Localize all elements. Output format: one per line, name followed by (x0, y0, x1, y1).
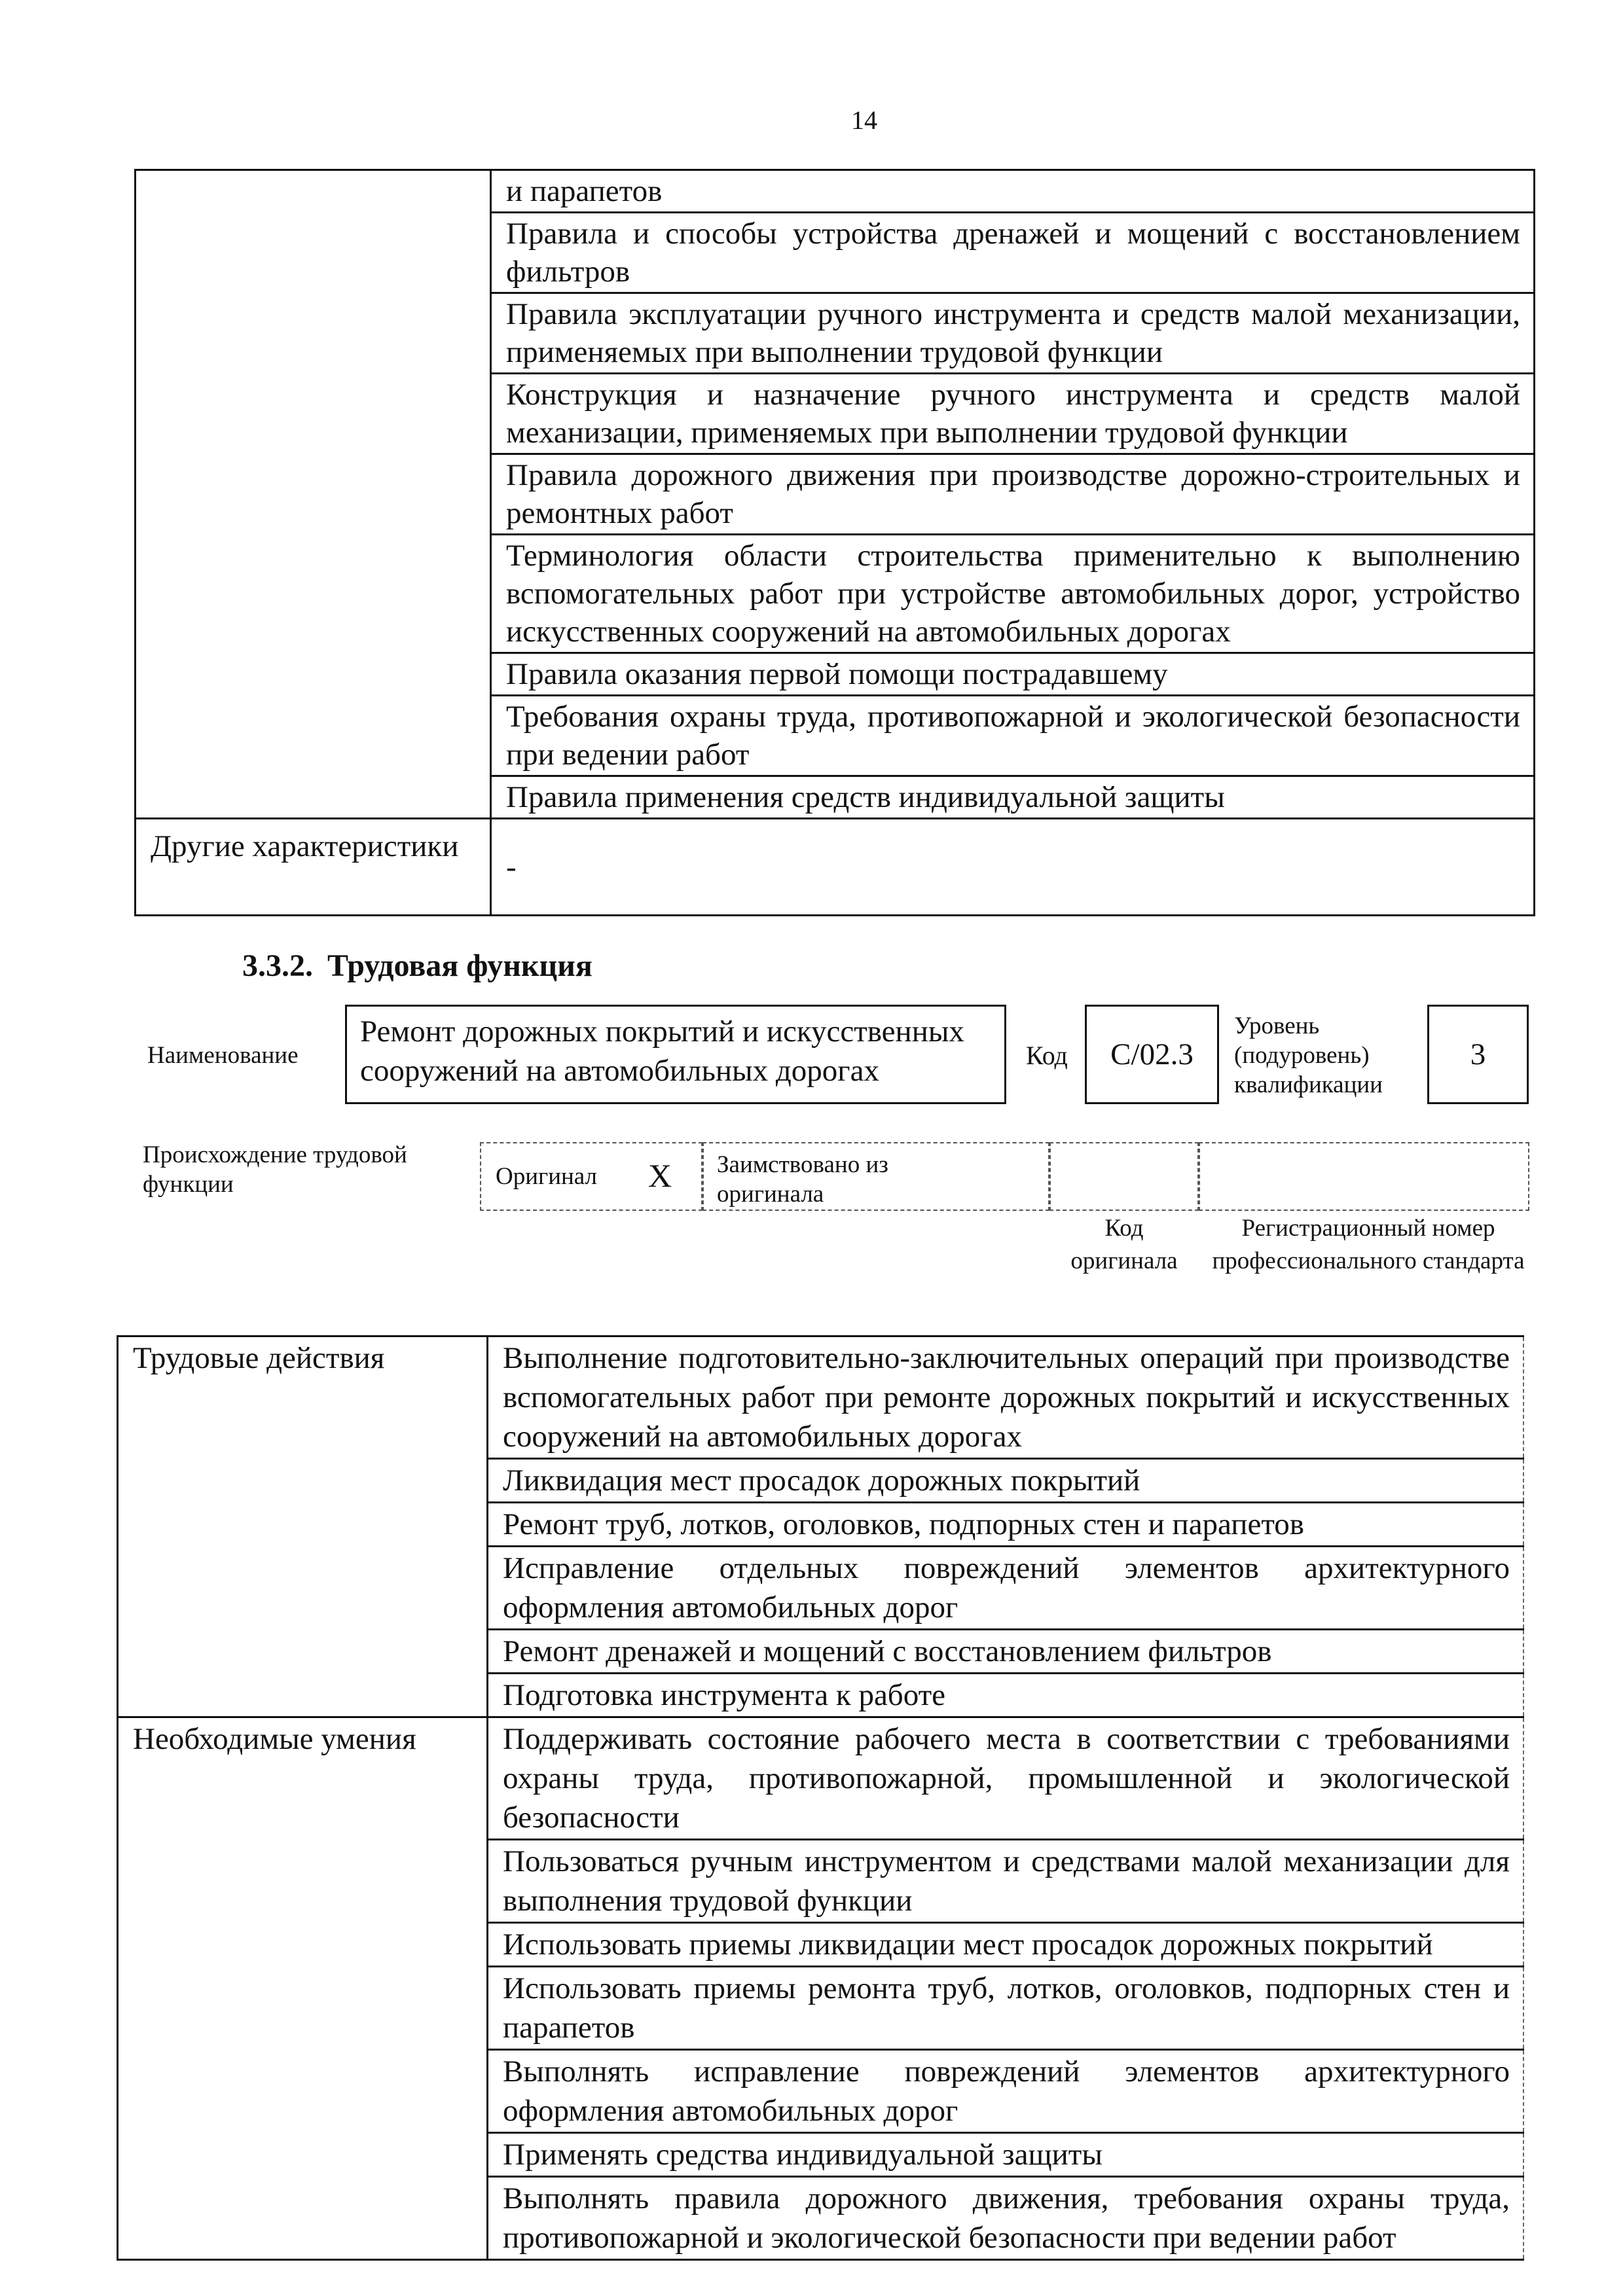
function-name-value: Ремонт дорожных покрытий и искусственных сооружений на автомобильных дорогах (360, 1014, 964, 1088)
original-mark: X (648, 1157, 672, 1194)
table-row: Применять средства индивидуальной защиты (488, 2133, 1524, 2177)
table-row: Исправление отдельных повреждений элементов архитектурного оформления автомобильных дорог (488, 1547, 1524, 1630)
function-table (117, 1335, 1524, 2261)
other-characteristics-label: Другие характеристики (136, 819, 491, 916)
table-row: Подготовка инструмента к работе (488, 1674, 1524, 1717)
table-row: Выполнять правила дорожного движения, требования охраны труда, противопожарной и экологической безопасности при ведении работ (488, 2177, 1524, 2260)
code-label: Код (1026, 1041, 1068, 1070)
table-row: Правила оказания первой помощи пострадавшему (491, 653, 1535, 696)
table-row: Требования охраны труда, противопожарной и экологической безопасности при ведении работ (491, 696, 1535, 776)
table-row: Пользоваться ручным инструментом и средствами малой механизации для выполнения трудовой функции (488, 1840, 1524, 1923)
level-label: Уровень (подуровень) квалификации (1234, 1013, 1383, 1098)
page-number: 14 (851, 105, 877, 135)
registration-number-box (1199, 1142, 1529, 1211)
section-number: 3.3.2. (242, 948, 313, 983)
other-characteristics-value: - (491, 819, 1535, 916)
actions-label: Трудовые действия (118, 1336, 488, 1717)
table-row: Ликвидация мест просадок дорожных покрытий (488, 1459, 1524, 1503)
level-value: 3 (1470, 1037, 1486, 1071)
table-row: Правила применения средств индивидуальной защиты (491, 776, 1535, 819)
table-row: Ремонт труб, лотков, оголовков, подпорных стен и парапетов (488, 1503, 1524, 1547)
knowledge-label-cell (136, 170, 491, 819)
code-box (1085, 1005, 1219, 1104)
original-code-caption: Код оригинала (1070, 1215, 1178, 1274)
table-row: Выполнение подготовительно-заключительных операций при производстве вспомогательных работ при ремонте дорожных покрытий и искусственных сооружений на автомобильных дорогах (488, 1336, 1524, 1459)
table-row: Выполнять исправление повреждений элементов архитектурного оформления автомобильных дорог (488, 2050, 1524, 2133)
borrowed-label: Заимствовано из оригинала (717, 1151, 888, 1208)
registration-number-caption: Регистрационный номер профессионального стандарта (1212, 1215, 1525, 1274)
table-row: Правила эксплуатации ручного инструмента и средств малой механизации, применяемых при выполнении трудовой функции (491, 293, 1535, 374)
table-row: Правила дорожного движения при производстве дорожно-строительных и ремонтных работ (491, 454, 1535, 535)
original-box (480, 1142, 702, 1211)
code-value: C/02.3 (1110, 1037, 1194, 1071)
table-row: Поддерживать состояние рабочего места в соответствии с требованиями охраны труда, противопожарной, промышленной и экологической безопасности (488, 1717, 1524, 1840)
origin-label: Происхождение трудовой функции (143, 1141, 407, 1198)
table-row: Правила и способы устройства дренажей и мощений с восстановлением фильтров (491, 213, 1535, 293)
original-label: Оригинал (496, 1163, 598, 1190)
skills-label: Необходимые умения (118, 1717, 488, 2260)
table-row: Конструкция и назначение ручного инструмента и средств малой механизации, применяемых при выполнении трудовой функции (491, 374, 1535, 454)
original-code-box (1049, 1142, 1199, 1211)
section-title: Трудовая функция (327, 948, 593, 983)
table-row: и парапетов (491, 170, 1535, 213)
knowledge-table (134, 169, 1535, 916)
section-heading (242, 948, 593, 984)
level-box (1427, 1005, 1529, 1104)
table-row: Ремонт дренажей и мощений с восстановлением фильтров (488, 1630, 1524, 1674)
table-row: Использовать приемы ликвидации мест просадок дорожных покрытий (488, 1923, 1524, 1967)
table-row: Терминология области строительства применительно к выполнению вспомогательных работ при устройстве автомобильных дорог, устройство искусственных сооружений на автомобильных дорогах (491, 535, 1535, 653)
table-row: Использовать приемы ремонта труб, лотков, оголовков, подпорных стен и парапетов (488, 1967, 1524, 2050)
function-name-box (345, 1005, 1006, 1104)
name-label: Наименование (147, 1042, 299, 1069)
borrowed-box (702, 1142, 1049, 1211)
